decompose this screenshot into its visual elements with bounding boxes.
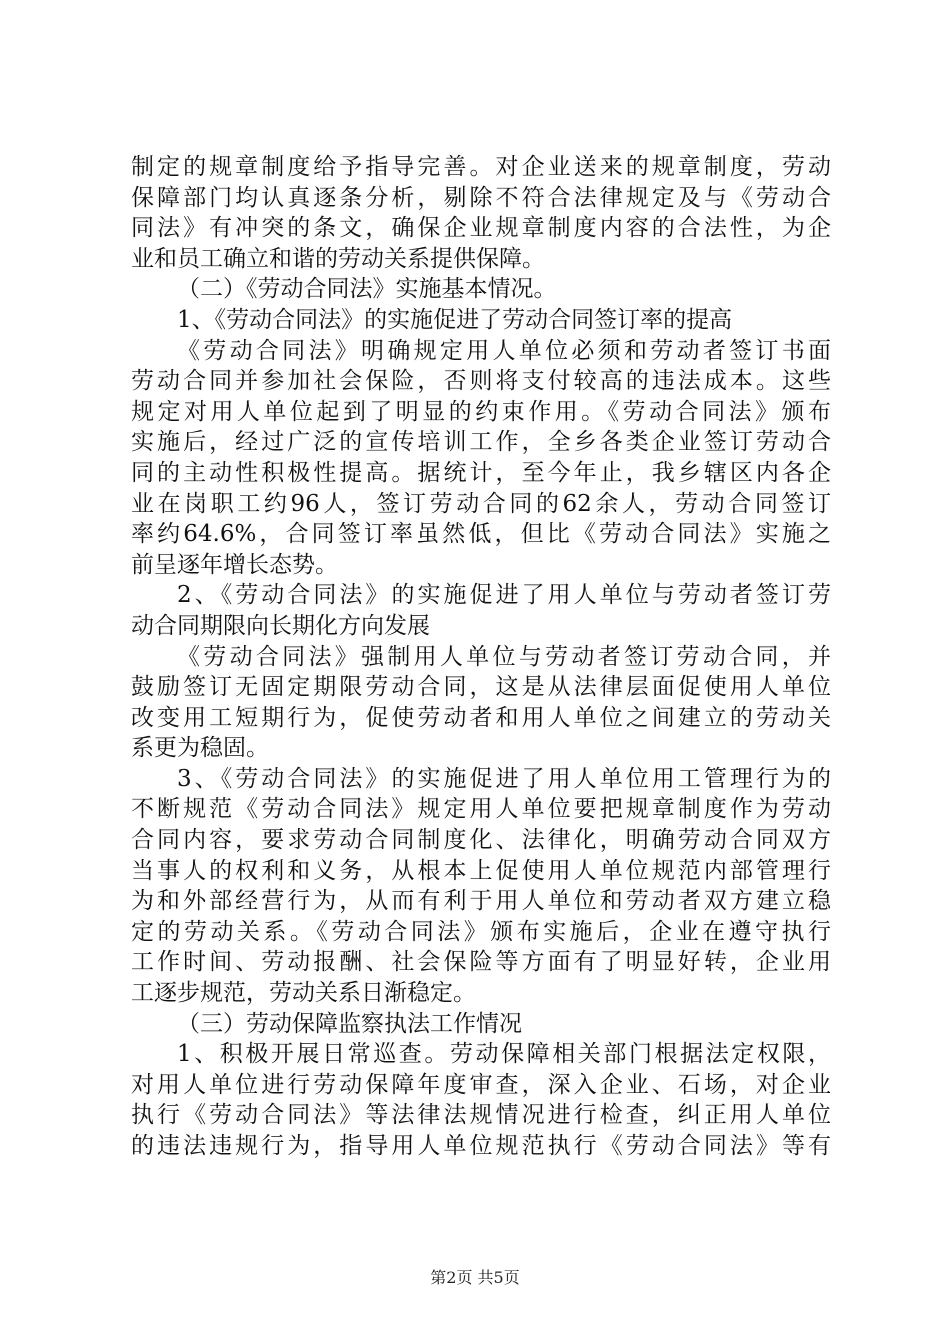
text-line: 系更为稳固。	[131, 735, 269, 762]
text-line: 保障部门均认真逐条分析，剔除不符合法律规定及与《劳动合	[131, 184, 831, 211]
text-line: 执行《劳动合同法》等法律法规情况进行检查，纠正用人单位	[131, 1102, 831, 1129]
text-line: 的违法违规行为，指导用人单位规范执行《劳动合同法》等有	[131, 1133, 831, 1159]
text-line: （二）《劳动合同法》实施基本情况。	[177, 276, 557, 303]
text-line: 改变用工短期行为，促使劳动者和用人单位之间建立的劳动关	[131, 704, 831, 731]
text-line: 鼓励签订无固定期限劳动合同，这是从法律层面促使用人单位	[131, 674, 831, 701]
text-line: 动合同期限向长期化方向发展	[131, 612, 430, 639]
text-line: 当事人的权利和义务，从根本上促使用人单位规范内部管理行	[131, 857, 831, 884]
text-line: 率约64.6%，合同签订率虽然低，但比《劳动合同法》实施之	[131, 521, 831, 548]
text-line: 为和外部经营行为，从而有利于用人单位和劳动者双方建立稳	[131, 888, 831, 915]
text-line: 制定的规章制度给予指导完善。对企业送来的规章制度，劳动	[131, 154, 831, 180]
text-line: （三）劳动保障监察执法工作情况	[177, 1010, 522, 1037]
text-line: 工逐步规范，劳动关系日渐稳定。	[131, 980, 476, 1007]
text-line: 不断规范《劳动合同法》规定用人单位要把规章制度作为劳动	[131, 796, 831, 823]
document-body	[131, 152, 831, 1162]
text-line: 定的劳动关系。《劳动合同法》颁布实施后，企业在遵守执行	[131, 918, 831, 945]
text-line: 同法》有冲突的条文，确保企业规章制度内容的合法性，为企	[131, 215, 831, 242]
text-line: 同的主动性积极性提高。据统计，至今年止，我乡辖区内各企	[131, 459, 831, 486]
text-line: 业在岗职工约96人，签订劳动合同的62余人，劳动合同签订	[131, 490, 831, 517]
text-line: 业和员工确立和谐的劳动关系提供保障。	[131, 245, 545, 272]
text-line: 合同内容，要求劳动合同制度化、法律化，明确劳动合同双方	[131, 827, 831, 854]
page-footer: 第2页 共5页	[430, 1268, 520, 1287]
text-line: 1、《劳动合同法》的实施促进了劳动合同签订率的提高	[177, 306, 733, 333]
text-line: 《劳动合同法》强制用人单位与劳动者签订劳动合同，并	[177, 643, 831, 670]
text-line: 实施后，经过广泛的宣传培训工作，全乡各类企业签订劳动合	[131, 429, 831, 456]
text-line: 规定对用人单位起到了明显的约束作用。《劳动合同法》颁布	[131, 398, 831, 425]
text-line: 2、《劳动合同法》的实施促进了用人单位与劳动者签订劳	[177, 582, 831, 609]
text-line: 劳动合同并参加社会保险，否则将支付较高的违法成本。这些	[131, 368, 831, 395]
text-line: 对用人单位进行劳动保障年度审查，深入企业、石场，对企业	[131, 1071, 831, 1098]
text-line: 工作时间、劳动报酬、社会保险等方面有了明显好转，企业用	[131, 949, 831, 976]
text-line: 1、积极开展日常巡查。劳动保障相关部门根据法定权限，	[177, 1041, 831, 1068]
text-line: 3、《劳动合同法》的实施促进了用人单位用工管理行为的	[177, 765, 831, 792]
text-line: 前呈逐年增长态势。	[131, 551, 338, 578]
text-line: 《劳动合同法》明确规定用人单位必须和劳动者签订书面	[177, 337, 831, 364]
